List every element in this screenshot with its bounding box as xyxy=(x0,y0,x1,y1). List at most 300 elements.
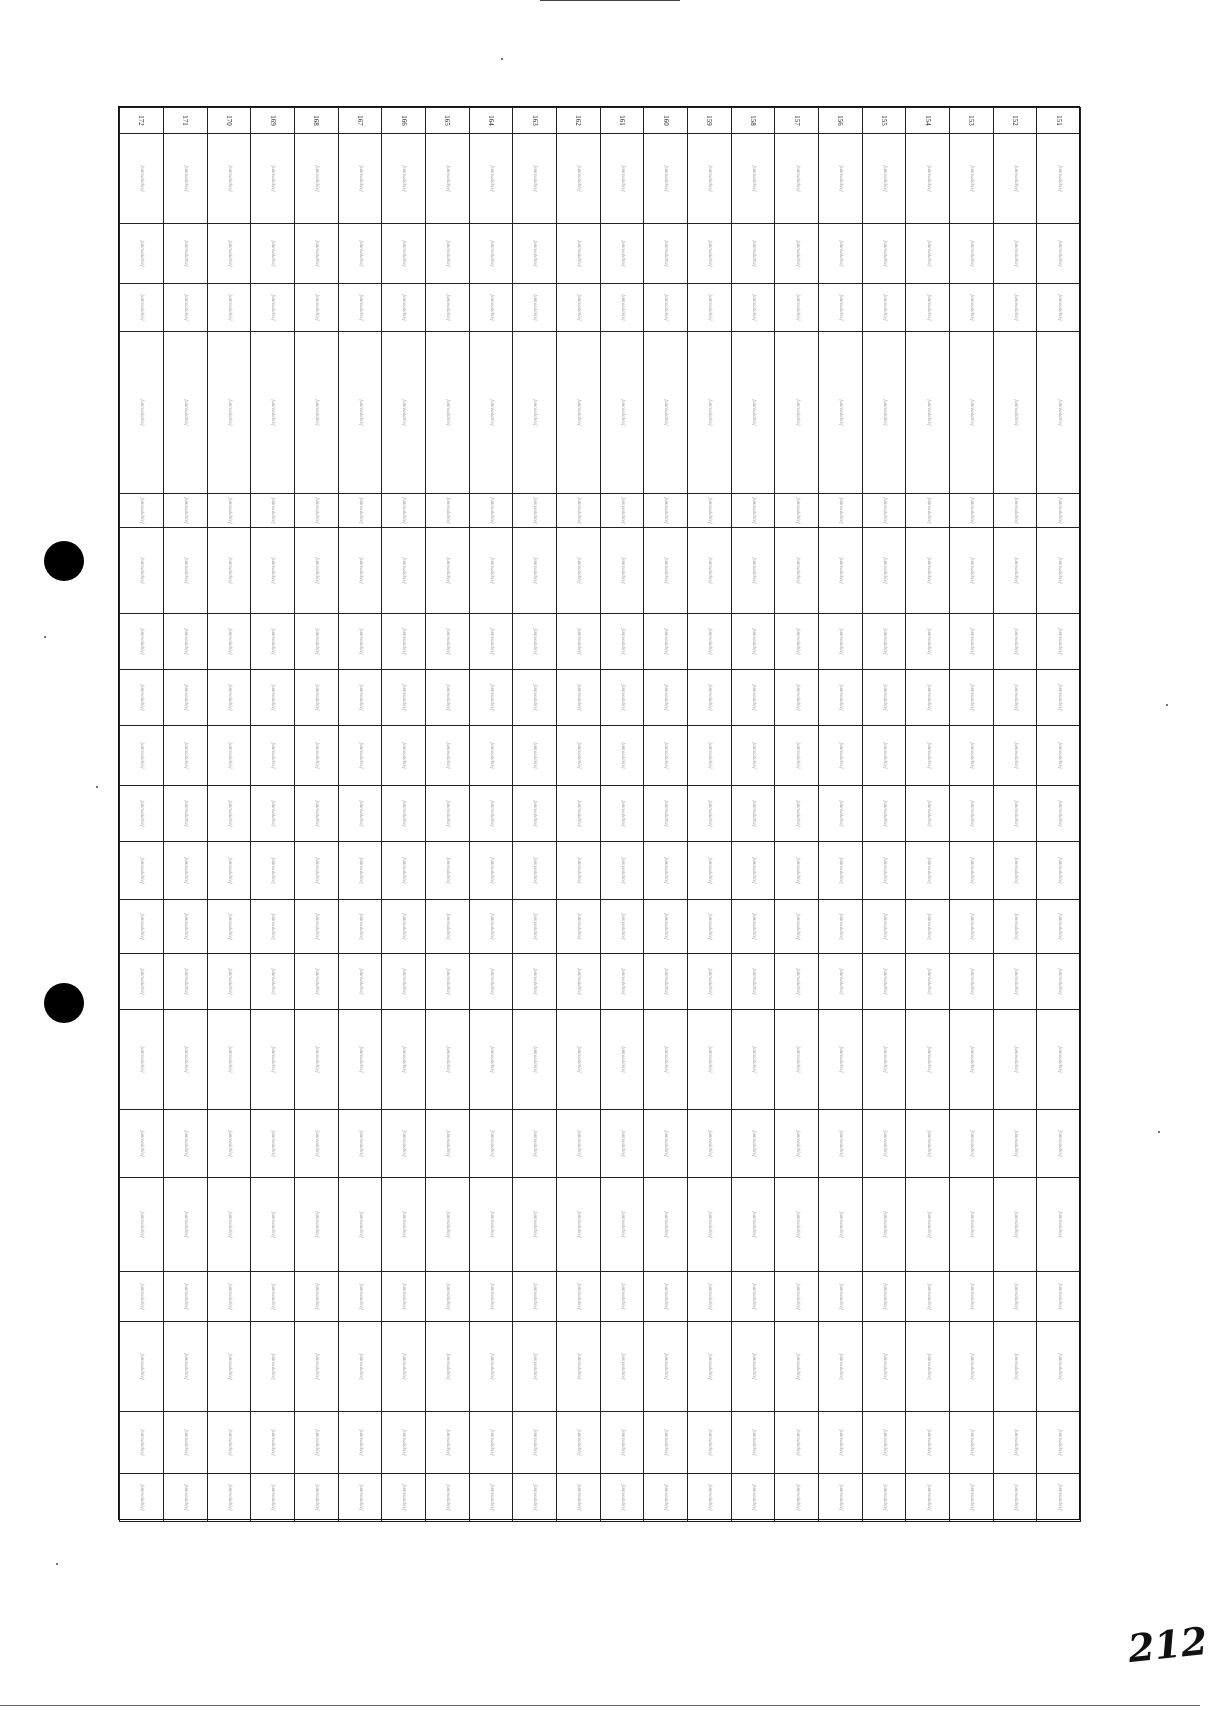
illegible-cell-text: [unreadable] xyxy=(663,1429,669,1456)
illegible-cell-text: [unreadable] xyxy=(314,165,320,192)
illegible-cell-text: [unreadable] xyxy=(619,1130,625,1157)
table-cell xyxy=(862,1110,906,1178)
illegible-cell-text: [unreadable] xyxy=(139,684,145,711)
table-cell xyxy=(731,528,775,614)
table-cell xyxy=(382,332,426,494)
row-number-cell: 170 xyxy=(207,108,251,134)
illegible-cell-text: [unreadable] xyxy=(401,399,407,426)
illegible-cell-text: [unreadable] xyxy=(488,968,494,995)
table-cell xyxy=(207,1272,251,1322)
illegible-cell-text: [unreadable] xyxy=(707,913,713,940)
table-cell xyxy=(469,900,513,954)
illegible-cell-text: [unreadable] xyxy=(1056,742,1062,769)
illegible-cell-text: [unreadable] xyxy=(532,684,538,711)
illegible-cell-text: [unreadable] xyxy=(226,399,232,426)
table-row xyxy=(687,108,731,1522)
table-cell xyxy=(207,954,251,1010)
illegible-cell-text: [unreadable] xyxy=(969,1484,975,1511)
illegible-cell-text: [unreadable] xyxy=(488,557,494,584)
table-cell xyxy=(1037,134,1081,224)
table-cell xyxy=(687,670,731,726)
table-cell xyxy=(687,1010,731,1110)
illegible-cell-text: [unreadable] xyxy=(532,1353,538,1380)
illegible-cell-text: [unreadable] xyxy=(445,628,451,655)
illegible-cell-text: [unreadable] xyxy=(314,1484,320,1511)
illegible-cell-text: [unreadable] xyxy=(226,742,232,769)
illegible-cell-text: [unreadable] xyxy=(707,857,713,884)
table-cell xyxy=(993,670,1037,726)
illegible-cell-text: [unreadable] xyxy=(663,294,669,321)
illegible-cell-text: [unreadable] xyxy=(663,399,669,426)
table-cell xyxy=(513,494,557,528)
illegible-cell-text: [unreadable] xyxy=(532,1484,538,1511)
table-cell xyxy=(163,786,207,842)
illegible-cell-text: [unreadable] xyxy=(750,800,756,827)
table-cell xyxy=(818,134,862,224)
table-cell xyxy=(425,842,469,900)
table-cell xyxy=(425,900,469,954)
table-cell xyxy=(556,1110,600,1178)
row-number-cell: 158 xyxy=(731,108,775,134)
table-cell xyxy=(120,954,164,1010)
illegible-cell-text: [unreadable] xyxy=(925,742,931,769)
illegible-cell-text: [unreadable] xyxy=(838,1211,844,1238)
illegible-cell-text: [unreadable] xyxy=(139,800,145,827)
table-row xyxy=(469,108,513,1522)
table-cell xyxy=(251,670,295,726)
table-cell xyxy=(775,284,819,332)
table-cell xyxy=(556,670,600,726)
table-cell xyxy=(1037,224,1081,284)
row-number-cell: 157 xyxy=(775,108,819,134)
table-cell xyxy=(993,134,1037,224)
illegible-cell-text: [unreadable] xyxy=(183,628,189,655)
table-cell xyxy=(163,1178,207,1272)
table-cell xyxy=(818,284,862,332)
table-cell xyxy=(644,284,688,332)
table-cell xyxy=(382,1110,426,1178)
illegible-cell-text: [unreadable] xyxy=(1012,1484,1018,1511)
illegible-cell-text: [unreadable] xyxy=(488,800,494,827)
table-cell xyxy=(775,670,819,726)
table-cell xyxy=(949,528,993,614)
illegible-cell-text: [unreadable] xyxy=(838,1484,844,1511)
row-number-cell: 156 xyxy=(818,108,862,134)
illegible-cell-text: [unreadable] xyxy=(707,240,713,267)
table-cell xyxy=(993,1110,1037,1178)
illegible-cell-text: [unreadable] xyxy=(619,628,625,655)
illegible-cell-text: [unreadable] xyxy=(1056,1283,1062,1310)
table-cell xyxy=(382,900,426,954)
illegible-cell-text: [unreadable] xyxy=(794,628,800,655)
table-cell xyxy=(600,786,644,842)
table-cell xyxy=(120,1412,164,1474)
illegible-cell-text: [unreadable] xyxy=(969,165,975,192)
table-cell xyxy=(294,1178,338,1272)
table-cell xyxy=(163,528,207,614)
table-cell xyxy=(513,954,557,1010)
illegible-cell-text: [unreadable] xyxy=(532,557,538,584)
illegible-cell-text: [unreadable] xyxy=(401,1211,407,1238)
illegible-cell-text: [unreadable] xyxy=(881,497,887,524)
table-cell xyxy=(294,954,338,1010)
illegible-cell-text: [unreadable] xyxy=(183,294,189,321)
table-cell xyxy=(294,842,338,900)
table-cell xyxy=(469,528,513,614)
table-cell xyxy=(775,1272,819,1322)
table-cell xyxy=(731,332,775,494)
illegible-cell-text: [unreadable] xyxy=(270,913,276,940)
table-cell xyxy=(644,614,688,670)
table-cell xyxy=(469,842,513,900)
illegible-cell-text: [unreadable] xyxy=(445,913,451,940)
illegible-cell-text: [unreadable] xyxy=(576,1211,582,1238)
illegible-cell-text: [unreadable] xyxy=(576,240,582,267)
table-cell xyxy=(687,224,731,284)
table-cell xyxy=(687,1110,731,1178)
illegible-cell-text: [unreadable] xyxy=(925,165,931,192)
illegible-cell-text: [unreadable] xyxy=(969,857,975,884)
illegible-cell-text: [unreadable] xyxy=(794,857,800,884)
table-cell xyxy=(294,1110,338,1178)
illegible-cell-text: [unreadable] xyxy=(750,742,756,769)
illegible-cell-text: [unreadable] xyxy=(532,294,538,321)
row-number-cell: 159 xyxy=(687,108,731,134)
illegible-cell-text: [unreadable] xyxy=(532,1130,538,1157)
illegible-cell-text: [unreadable] xyxy=(183,1429,189,1456)
illegible-cell-text: [unreadable] xyxy=(881,968,887,995)
table-cell xyxy=(294,1412,338,1474)
table-cell xyxy=(207,1110,251,1178)
illegible-cell-text: [unreadable] xyxy=(576,165,582,192)
table-row xyxy=(294,108,338,1522)
table-cell xyxy=(207,224,251,284)
illegible-cell-text: [unreadable] xyxy=(663,628,669,655)
table-cell xyxy=(600,1272,644,1322)
illegible-cell-text: [unreadable] xyxy=(794,800,800,827)
illegible-cell-text: [unreadable] xyxy=(401,557,407,584)
table-cell xyxy=(775,494,819,528)
table-cell xyxy=(993,1322,1037,1412)
table-cell xyxy=(338,726,382,786)
illegible-cell-text: [unreadable] xyxy=(357,497,363,524)
illegible-cell-text: [unreadable] xyxy=(925,1283,931,1310)
table-cell xyxy=(163,614,207,670)
table-cell xyxy=(906,1412,950,1474)
illegible-cell-text: [unreadable] xyxy=(663,165,669,192)
table-cell xyxy=(207,842,251,900)
table-cell xyxy=(338,224,382,284)
illegible-cell-text: [unreadable] xyxy=(969,399,975,426)
illegible-cell-text: [unreadable] xyxy=(314,684,320,711)
table-cell xyxy=(731,1322,775,1412)
illegible-cell-text: [unreadable] xyxy=(226,497,232,524)
illegible-cell-text: [unreadable] xyxy=(401,857,407,884)
table-cell xyxy=(120,842,164,900)
table-cell xyxy=(425,1322,469,1412)
illegible-cell-text: [unreadable] xyxy=(139,742,145,769)
illegible-cell-text: [unreadable] xyxy=(270,684,276,711)
illegible-cell-text: [unreadable] xyxy=(357,1283,363,1310)
illegible-cell-text: [unreadable] xyxy=(838,497,844,524)
table-cell xyxy=(1037,1474,1081,1522)
illegible-cell-text: [unreadable] xyxy=(1056,1130,1062,1157)
table-cell xyxy=(731,726,775,786)
table-cell xyxy=(862,842,906,900)
table-cell xyxy=(1037,528,1081,614)
illegible-cell-text: [unreadable] xyxy=(663,742,669,769)
table-cell xyxy=(949,726,993,786)
table-cell xyxy=(469,1474,513,1522)
table-cell xyxy=(906,954,950,1010)
illegible-cell-text: [unreadable] xyxy=(750,1353,756,1380)
table-cell xyxy=(513,900,557,954)
illegible-cell-text: [unreadable] xyxy=(226,628,232,655)
illegible-cell-text: [unreadable] xyxy=(663,1130,669,1157)
scan-speck xyxy=(1166,704,1168,706)
illegible-cell-text: [unreadable] xyxy=(838,1130,844,1157)
row-number-cell: 166 xyxy=(382,108,426,134)
table-cell xyxy=(731,900,775,954)
illegible-cell-text: [unreadable] xyxy=(969,628,975,655)
illegible-cell-text: [unreadable] xyxy=(794,742,800,769)
table-cell xyxy=(906,224,950,284)
table-cell xyxy=(731,1110,775,1178)
illegible-cell-text: [unreadable] xyxy=(532,628,538,655)
table-cell xyxy=(120,786,164,842)
table-cell xyxy=(120,670,164,726)
table-cell xyxy=(949,284,993,332)
table-cell xyxy=(251,224,295,284)
table-cell xyxy=(600,900,644,954)
table-cell xyxy=(207,726,251,786)
table-row xyxy=(163,108,207,1522)
illegible-cell-text: [unreadable] xyxy=(576,684,582,711)
illegible-cell-text: [unreadable] xyxy=(357,628,363,655)
table-cell xyxy=(775,842,819,900)
table-cell xyxy=(1037,1178,1081,1272)
table-cell xyxy=(993,224,1037,284)
illegible-cell-text: [unreadable] xyxy=(750,968,756,995)
illegible-cell-text: [unreadable] xyxy=(881,294,887,321)
table-cell xyxy=(513,670,557,726)
table-cell xyxy=(382,954,426,1010)
illegible-cell-text: [unreadable] xyxy=(663,913,669,940)
table-cell xyxy=(906,614,950,670)
table-cell xyxy=(600,284,644,332)
illegible-cell-text: [unreadable] xyxy=(750,497,756,524)
table-cell xyxy=(993,842,1037,900)
table-cell xyxy=(818,670,862,726)
illegible-cell-text: [unreadable] xyxy=(794,497,800,524)
illegible-cell-text: [unreadable] xyxy=(1012,240,1018,267)
table-cell xyxy=(731,134,775,224)
table-cell xyxy=(644,1412,688,1474)
illegible-cell-text: [unreadable] xyxy=(750,240,756,267)
illegible-cell-text: [unreadable] xyxy=(226,1130,232,1157)
row-number-cell: 165 xyxy=(425,108,469,134)
table-cell xyxy=(644,528,688,614)
table-cell xyxy=(294,224,338,284)
illegible-cell-text: [unreadable] xyxy=(619,497,625,524)
illegible-cell-text: [unreadable] xyxy=(532,913,538,940)
table-row xyxy=(513,108,557,1522)
illegible-cell-text: [unreadable] xyxy=(750,684,756,711)
illegible-cell-text: [unreadable] xyxy=(925,968,931,995)
table-cell xyxy=(425,726,469,786)
illegible-cell-text: [unreadable] xyxy=(619,857,625,884)
illegible-cell-text: [unreadable] xyxy=(707,1130,713,1157)
illegible-cell-text: [unreadable] xyxy=(794,684,800,711)
illegible-cell-text: [unreadable] xyxy=(750,1046,756,1073)
table-cell xyxy=(600,1474,644,1522)
illegible-cell-text: [unreadable] xyxy=(401,628,407,655)
illegible-cell-text: [unreadable] xyxy=(794,1046,800,1073)
scan-speck xyxy=(44,636,46,638)
table-cell xyxy=(425,1110,469,1178)
table-cell xyxy=(600,726,644,786)
illegible-cell-text: [unreadable] xyxy=(969,1130,975,1157)
table-cell xyxy=(469,1010,513,1110)
table-cell xyxy=(1037,614,1081,670)
illegible-cell-text: [unreadable] xyxy=(1012,399,1018,426)
table-cell xyxy=(382,842,426,900)
registry-table-grid xyxy=(119,107,1081,1522)
illegible-cell-text: [unreadable] xyxy=(1012,800,1018,827)
illegible-cell-text: [unreadable] xyxy=(139,399,145,426)
table-cell xyxy=(425,1474,469,1522)
illegible-cell-text: [unreadable] xyxy=(969,1353,975,1380)
table-cell xyxy=(862,1010,906,1110)
illegible-cell-text: [unreadable] xyxy=(838,1429,844,1456)
table-cell xyxy=(556,1412,600,1474)
table-cell xyxy=(207,284,251,332)
illegible-cell-text: [unreadable] xyxy=(619,1283,625,1310)
illegible-cell-text: [unreadable] xyxy=(226,800,232,827)
illegible-cell-text: [unreadable] xyxy=(532,968,538,995)
table-cell xyxy=(338,1474,382,1522)
illegible-cell-text: [unreadable] xyxy=(357,1130,363,1157)
table-cell xyxy=(469,670,513,726)
illegible-cell-text: [unreadable] xyxy=(969,913,975,940)
table-row xyxy=(382,108,426,1522)
table-cell xyxy=(1037,1010,1081,1110)
table-cell xyxy=(687,726,731,786)
illegible-cell-text: [unreadable] xyxy=(183,1211,189,1238)
illegible-cell-text: [unreadable] xyxy=(401,913,407,940)
table-cell xyxy=(687,1178,731,1272)
table-cell xyxy=(338,1110,382,1178)
table-row xyxy=(425,108,469,1522)
illegible-cell-text: [unreadable] xyxy=(445,1130,451,1157)
illegible-cell-text: [unreadable] xyxy=(139,1130,145,1157)
illegible-cell-text: [unreadable] xyxy=(619,1484,625,1511)
table-cell xyxy=(207,528,251,614)
illegible-cell-text: [unreadable] xyxy=(314,557,320,584)
illegible-cell-text: [unreadable] xyxy=(532,1283,538,1310)
illegible-cell-text: [unreadable] xyxy=(794,294,800,321)
table-cell xyxy=(731,224,775,284)
table-cell xyxy=(294,614,338,670)
illegible-cell-text: [unreadable] xyxy=(838,294,844,321)
illegible-cell-text: [unreadable] xyxy=(183,1353,189,1380)
table-cell xyxy=(818,614,862,670)
illegible-cell-text: [unreadable] xyxy=(488,165,494,192)
illegible-cell-text: [unreadable] xyxy=(925,557,931,584)
table-cell xyxy=(294,670,338,726)
illegible-cell-text: [unreadable] xyxy=(314,399,320,426)
illegible-cell-text: [unreadable] xyxy=(357,1429,363,1456)
illegible-cell-text: [unreadable] xyxy=(488,1130,494,1157)
illegible-cell-text: [unreadable] xyxy=(1012,742,1018,769)
table-cell xyxy=(644,332,688,494)
table-cell xyxy=(207,786,251,842)
table-cell xyxy=(556,134,600,224)
illegible-cell-text: [unreadable] xyxy=(750,628,756,655)
table-cell xyxy=(163,726,207,786)
table-cell xyxy=(294,284,338,332)
table-cell xyxy=(993,1178,1037,1272)
illegible-cell-text: [unreadable] xyxy=(183,742,189,769)
table-cell xyxy=(993,900,1037,954)
illegible-cell-text: [unreadable] xyxy=(532,399,538,426)
illegible-cell-text: [unreadable] xyxy=(488,742,494,769)
table-cell xyxy=(775,1110,819,1178)
illegible-cell-text: [unreadable] xyxy=(794,240,800,267)
row-number-cell: 160 xyxy=(644,108,688,134)
illegible-cell-text: [unreadable] xyxy=(619,240,625,267)
table-cell xyxy=(600,224,644,284)
table-cell xyxy=(731,1178,775,1272)
illegible-cell-text: [unreadable] xyxy=(226,165,232,192)
table-cell xyxy=(862,726,906,786)
illegible-cell-text: [unreadable] xyxy=(183,800,189,827)
illegible-cell-text: [unreadable] xyxy=(619,800,625,827)
table-cell xyxy=(775,614,819,670)
table-cell xyxy=(556,726,600,786)
illegible-cell-text: [unreadable] xyxy=(707,968,713,995)
table-cell xyxy=(731,494,775,528)
table-cell xyxy=(163,900,207,954)
illegible-cell-text: [unreadable] xyxy=(925,1484,931,1511)
illegible-cell-text: [unreadable] xyxy=(663,968,669,995)
illegible-cell-text: [unreadable] xyxy=(707,294,713,321)
illegible-cell-text: [unreadable] xyxy=(1012,684,1018,711)
table-cell xyxy=(338,842,382,900)
table-cell xyxy=(862,614,906,670)
table-cell xyxy=(120,1178,164,1272)
illegible-cell-text: [unreadable] xyxy=(183,1130,189,1157)
illegible-cell-text: [unreadable] xyxy=(1012,294,1018,321)
table-cell xyxy=(338,614,382,670)
table-cell xyxy=(469,284,513,332)
table-cell xyxy=(163,494,207,528)
illegible-cell-text: [unreadable] xyxy=(925,240,931,267)
table-row xyxy=(207,108,251,1522)
table-row xyxy=(1037,108,1081,1522)
illegible-cell-text: [unreadable] xyxy=(226,968,232,995)
table-cell xyxy=(251,786,295,842)
table-cell xyxy=(469,1272,513,1322)
table-cell xyxy=(469,614,513,670)
table-cell xyxy=(556,900,600,954)
table-cell xyxy=(862,332,906,494)
illegible-cell-text: [unreadable] xyxy=(925,399,931,426)
illegible-cell-text: [unreadable] xyxy=(532,742,538,769)
table-cell xyxy=(382,1322,426,1412)
illegible-cell-text: [unreadable] xyxy=(838,968,844,995)
table-cell xyxy=(862,528,906,614)
